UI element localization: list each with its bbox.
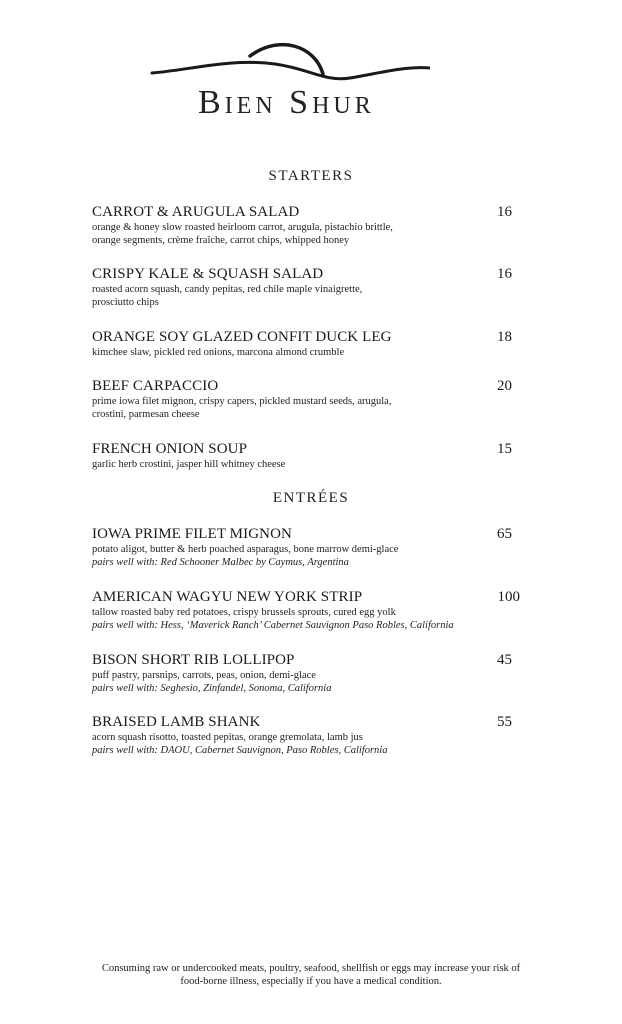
item-price: 55	[497, 714, 512, 730]
item-wine-pairing: pairs well with: Red Schooner Malbec by Caymus, Argentina	[92, 557, 349, 568]
item-name: CRISPY KALE & SQUASH SALAD	[92, 266, 324, 282]
item-description: crostini, parmesan cheese	[92, 409, 200, 420]
item-name: IOWA PRIME FILET MIGNON	[92, 526, 292, 542]
item-name: AMERICAN WAGYU NEW YORK STRIP	[92, 589, 363, 605]
item-price: 45	[497, 652, 512, 668]
item-description: potato aligot, butter & herb poached asparagus, bone marrow demi-glace	[92, 544, 399, 555]
menu-item	[92, 526, 512, 569]
item-name: BISON SHORT RIB LOLLIPOP	[92, 652, 295, 668]
item-description: orange & honey slow roasted heirloom carrot, arugula, pistachio brittle,	[92, 222, 393, 233]
item-wine-pairing: pairs well with: DAOU, Cabernet Sauvignon, Paso Robles, California	[92, 745, 388, 756]
item-price: 65	[497, 526, 512, 542]
item-description: tallow roasted baby red potatoes, crispy brussels sprouts, cured egg yolk	[92, 607, 396, 618]
menu-item	[92, 652, 512, 695]
menu-item	[92, 714, 512, 757]
item-name: BEEF CARPACCIO	[92, 378, 219, 394]
item-price: 100	[497, 589, 520, 605]
item-description: garlic herb crostini, jasper hill whitney cheese	[92, 459, 286, 470]
menu-item	[92, 589, 520, 632]
item-price: 16	[497, 266, 512, 282]
item-price: 15	[497, 441, 512, 457]
item-description: roasted acorn squash, candy pepitas, red chile maple vinaigrette,	[92, 284, 363, 295]
disclaimer-line: Consuming raw or undercooked meats, poultry, seafood, shellfish or eggs may increase your risk of	[101, 963, 521, 974]
item-name: ORANGE SOY GLAZED CONFIT DUCK LEG	[92, 329, 392, 345]
item-name: CARROT & ARUGULA SALAD	[92, 204, 300, 220]
item-price: 20	[497, 378, 512, 394]
item-description: puff pastry, parsnips, carrots, peas, onion, demi-glace	[92, 670, 316, 681]
section-title-starters: STARTERS	[268, 168, 354, 184]
item-price: 16	[497, 204, 512, 220]
menu-item	[92, 378, 512, 421]
item-name: FRENCH ONION SOUP	[92, 441, 248, 457]
item-description: prime iowa filet mignon, crispy capers, pickled mustard seeds, arugula,	[92, 396, 392, 407]
section-title-entrees: ENTRÉES	[272, 490, 350, 506]
disclaimer-line: food-borne illness, especially if you have a medical condition.	[180, 976, 442, 987]
food-safety-disclaimer	[60, 962, 562, 988]
item-description: acorn squash risotto, toasted pepitas, orange gremolata, lamb jus	[92, 732, 363, 743]
item-description: prosciutto chips	[92, 297, 159, 308]
brand-name: Bien Shur	[198, 84, 375, 121]
item-price: 18	[497, 329, 512, 345]
item-wine-pairing: pairs well with: Hess, ‘Maverick Ranch’ Cabernet Sauvignon Paso Robles, California	[92, 620, 454, 631]
item-name: BRAISED LAMB SHANK	[92, 714, 261, 730]
menu-item	[92, 266, 512, 309]
menu-item	[92, 329, 512, 359]
menu-item	[92, 441, 512, 471]
item-description: kimchee slaw, pickled red onions, marcona almond crumble	[92, 347, 345, 358]
brand-logo	[150, 36, 430, 126]
menu-item	[92, 204, 512, 247]
item-description: orange segments, crème fraîche, carrot chips, whipped honey	[92, 235, 350, 246]
item-wine-pairing: pairs well with: Seghesio, Zinfandel, Sonoma, California	[92, 683, 332, 694]
